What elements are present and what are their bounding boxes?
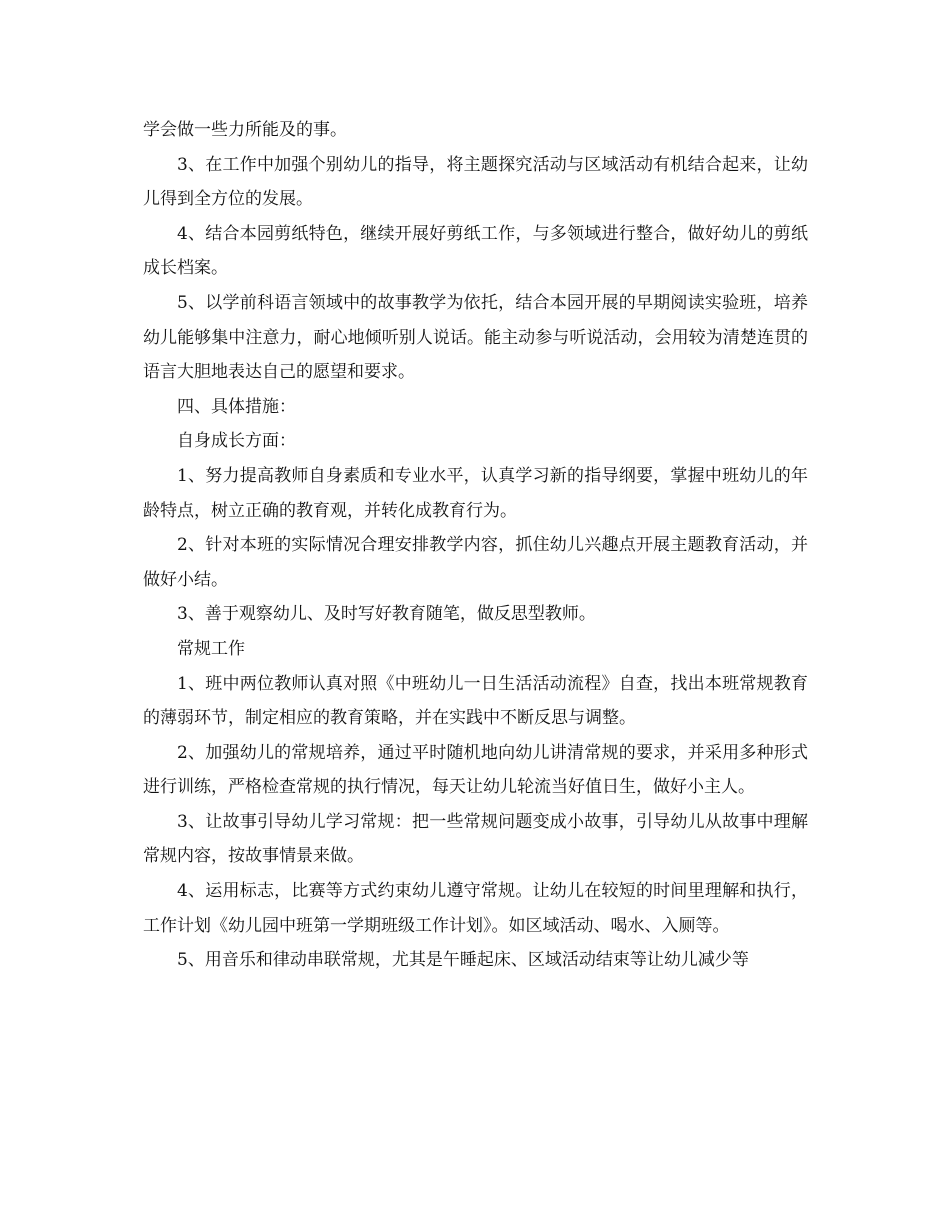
paragraph: 3、让故事引导幼儿学习常规：把一些常规问题变成小故事，引导幼儿从故事中理解常规内容，按故事情景来做。 bbox=[143, 811, 808, 867]
paragraph: 2、加强幼儿的常规培养，通过平时随机地向幼儿讲清常规的要求，并采用多种形式进行训练，严格检查常规的执行情况，每天让幼儿轮流当好值日生，做好小主人。 bbox=[143, 742, 808, 798]
paragraph: 4、结合本园剪纸特色，继续开展好剪纸工作，与多领域进行整合，做好幼儿的剪纸成长档案。 bbox=[143, 223, 808, 279]
section-heading: 四、具体措施： bbox=[177, 396, 296, 417]
paragraph: 5、用音乐和律动串联常规，尤其是午睡起床、区域活动结束等让幼儿减少等 bbox=[177, 950, 749, 971]
paragraph: 学会做一些力所能及的事。 bbox=[143, 120, 347, 140]
paragraph: 3、在工作中加强个别幼儿的指导，将主题探究活动与区域活动有机结合起来，让幼儿得到全方位的发展。 bbox=[143, 154, 808, 210]
subsection-heading: 常规工作 bbox=[177, 638, 245, 659]
document-body bbox=[143, 113, 808, 978]
paragraph: 1、班中两位教师认真对照《中班幼儿一日生活活动流程》自查，找出本班常规教育的薄弱环节，制定相应的教育策略，并在实践中不断反思与调整。 bbox=[143, 673, 808, 729]
paragraph: 2、针对本班的实际情况合理安排教学内容，抓住幼儿兴趣点开展主题教育活动，并做好小结。 bbox=[143, 535, 808, 590]
paragraph: 5、以学前科语言领域中的故事教学为依托，结合本园开展的早期阅读实验班，培养幼儿能够集中注意力，耐心地倾听别人说话。能主动参与听说活动，会用较为清楚连贯的语言大胆地表达自己的愿望和要求。 bbox=[143, 292, 808, 383]
paragraph: 3、善于观察幼儿、及时写好教育随笔，做反思型教师。 bbox=[177, 604, 596, 625]
paragraph: 4、运用标志，比赛等方式约束幼儿遵守常规。让幼儿在较短的时间里理解和执行，工作计划《幼儿园中班第一学期班级工作计划》。如区域活动、喝水、入厕等。 bbox=[143, 881, 808, 936]
subsection-heading: 自身成长方面： bbox=[177, 431, 296, 452]
paragraph: 1、努力提高教师自身素质和专业水平，认真学习新的指导纲要，掌握中班幼儿的年龄特点，树立正确的教育观，并转化成教育行为。 bbox=[143, 465, 808, 521]
